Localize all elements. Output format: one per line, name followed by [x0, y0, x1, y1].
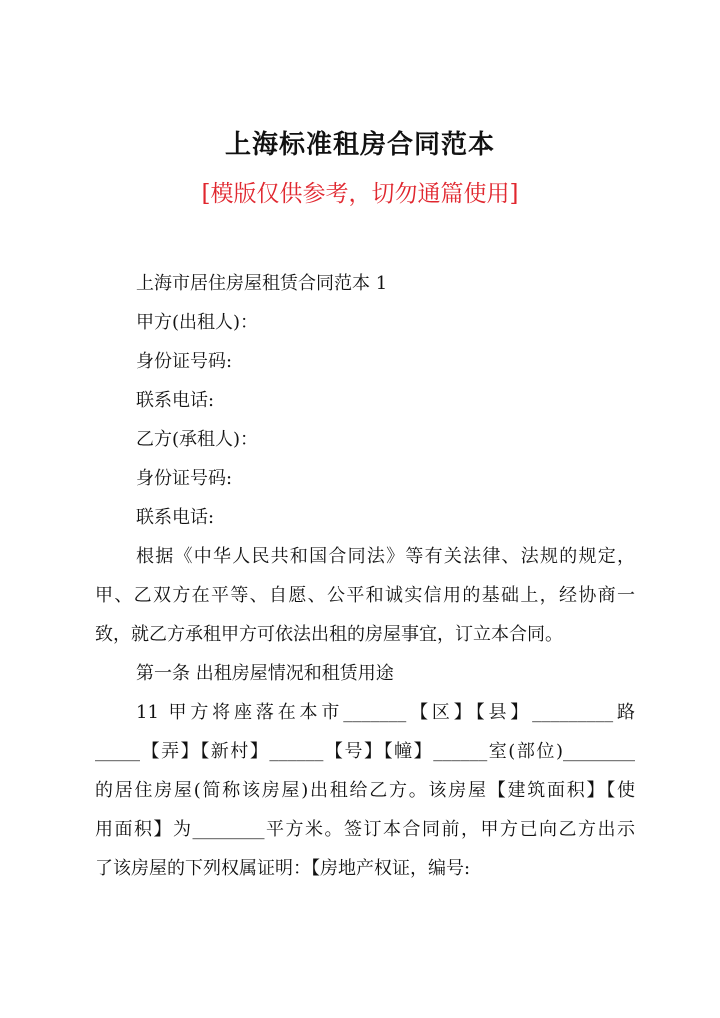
preamble-line: 根据《中华人民共和国合同法》等有关法律、法规的规定， — [136, 546, 635, 567]
template-notice: [模版仅供参考，切勿通篇使用] — [201, 181, 519, 207]
preamble-line: 甲、乙双方在平等、自愿、公平和诚实信用的基础上，经协商一 — [95, 585, 635, 606]
preamble-line: 致，就乙方承租甲方可依法出租的房屋事宜，订立本合同。 — [95, 624, 563, 645]
contract-heading: 上海市居住房屋租赁合同范本 1 — [136, 273, 388, 294]
document-title: 上海标准租房合同范本 — [224, 130, 495, 160]
party-a-id-label: 身份证号码: — [136, 351, 233, 372]
clause-line: 的居住房屋(简称该房屋)出租给乙方。该房屋【建筑面积】【使 — [95, 780, 635, 801]
party-b-label: 乙方(承租人)： — [136, 429, 259, 450]
clause-line: 用面积】为________平方米。签订本合同前，甲方已向乙方出示 — [95, 819, 635, 840]
party-a-label: 甲方(出租人)： — [136, 312, 259, 333]
article-one-heading: 第一条 出租房屋情况和租赁用途 — [136, 663, 394, 684]
clause-line: 了该房屋的下列权属证明：【房地产权证，编号: — [95, 858, 471, 879]
party-a-phone-label: 联系电话: — [136, 390, 215, 411]
clause-line: 11 甲方将座落在本市_______【区】【县】_________路 — [136, 702, 635, 723]
party-b-id-label: 身份证号码: — [136, 468, 233, 489]
clause-line: _____【弄】【新村】______【号】【幢】______室(部位)________ — [95, 741, 635, 762]
document-body — [95, 264, 635, 888]
party-b-phone-label: 联系电话: — [136, 507, 215, 528]
